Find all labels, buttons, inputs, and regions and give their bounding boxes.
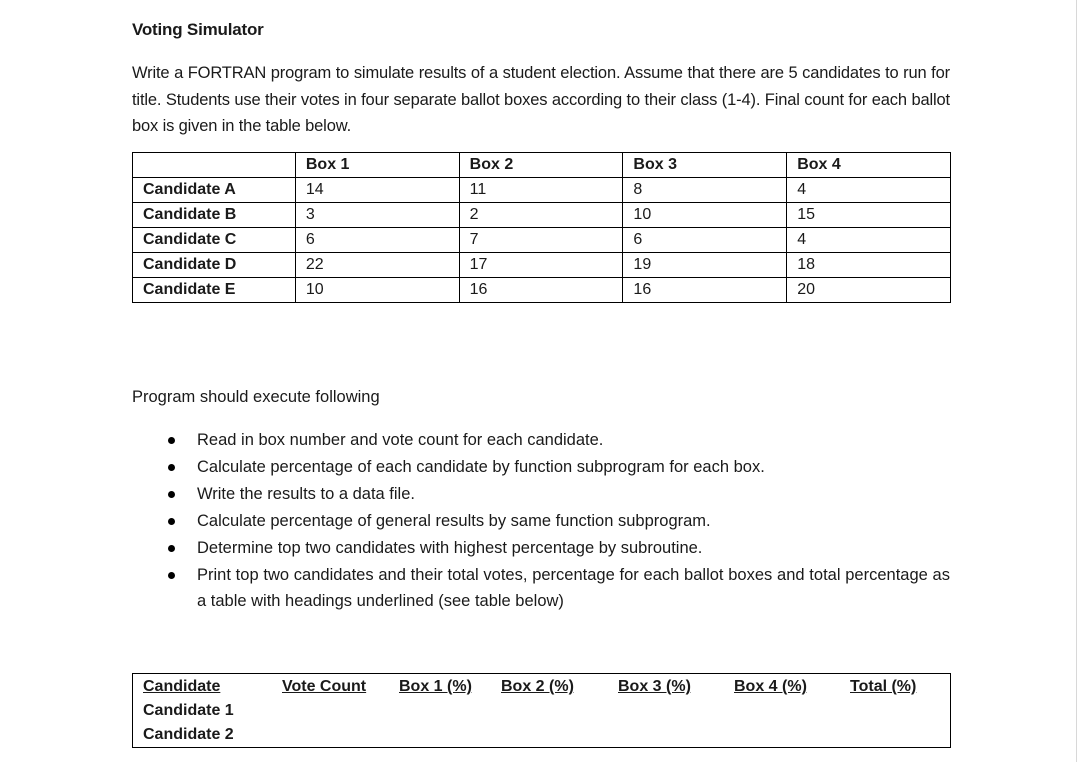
header-cell-box1: Box 1 <box>295 153 459 178</box>
result-header-box2: Box 2 (%) <box>501 678 574 695</box>
header-cell-empty <box>133 153 296 178</box>
table-cell: 11 <box>459 178 623 203</box>
table-cell: 19 <box>623 253 787 278</box>
table-cell: 14 <box>295 178 459 203</box>
table-cell: 22 <box>295 253 459 278</box>
table-cell: 10 <box>295 278 459 303</box>
header-cell-box3: Box 3 <box>623 153 787 178</box>
table-cell: 16 <box>459 278 623 303</box>
vote-count-table <box>132 152 951 303</box>
row-label: Candidate A <box>133 178 296 203</box>
table-cell: 20 <box>787 278 951 303</box>
table-cell: 3 <box>295 203 459 228</box>
result-row-candidate-2: Candidate 2 <box>143 726 234 743</box>
list-item-text: Print top two candidates and their total votes, percentage for each ballot boxes and total percentage as a table with headings underlined (see table below) <box>197 566 950 610</box>
list-item-text: Write the results to a data file. <box>197 485 415 503</box>
table-cell: 8 <box>623 178 787 203</box>
table-row <box>133 253 951 278</box>
table-row <box>133 178 951 203</box>
bullet-icon <box>168 572 175 579</box>
bullet-icon <box>168 518 175 525</box>
list-item-text: Read in box number and vote count for each candidate. <box>197 431 604 449</box>
table-cell: 4 <box>787 178 951 203</box>
result-header-box4: Box 4 (%) <box>734 678 807 695</box>
execution-heading: Program should execute following <box>132 388 380 406</box>
header-cell-box2: Box 2 <box>459 153 623 178</box>
result-header-total: Total (%) <box>850 678 917 695</box>
bullet-icon <box>168 464 175 471</box>
list-item-text: Determine top two candidates with highest percentage by subroutine. <box>197 539 703 557</box>
list-item <box>132 428 950 454</box>
row-label: Candidate E <box>133 278 296 303</box>
vote-table-header-row <box>133 153 951 178</box>
bullet-icon <box>168 545 175 552</box>
list-item <box>132 455 950 481</box>
table-cell: 18 <box>787 253 951 278</box>
intro-paragraph: Write a FORTRAN program to simulate results of a student election. Assume that there are 5 candidates to run for title. Students use their votes in four separate ballot boxes according to their class (1-4). Final count for each ballot box is given in the table below. <box>132 64 950 135</box>
list-item <box>132 536 950 562</box>
table-cell: 4 <box>787 228 951 253</box>
table-row <box>133 278 951 303</box>
result-header-box1: Box 1 (%) <box>399 678 472 695</box>
result-table <box>132 673 951 748</box>
document-title: Voting Simulator <box>132 20 264 39</box>
table-row <box>133 228 951 253</box>
row-label: Candidate B <box>133 203 296 228</box>
table-cell: 10 <box>623 203 787 228</box>
table-cell: 16 <box>623 278 787 303</box>
page-edge <box>1076 0 1077 762</box>
result-header-candidate: Candidate <box>143 678 221 695</box>
table-cell: 15 <box>787 203 951 228</box>
header-cell-box4: Box 4 <box>787 153 951 178</box>
row-label: Candidate D <box>133 253 296 278</box>
table-row <box>133 203 951 228</box>
list-item <box>132 509 950 535</box>
requirements-list <box>132 428 950 616</box>
table-cell: 17 <box>459 253 623 278</box>
table-cell: 2 <box>459 203 623 228</box>
bullet-icon <box>168 491 175 498</box>
table-cell: 6 <box>623 228 787 253</box>
result-header-box3: Box 3 (%) <box>618 678 691 695</box>
table-cell: 6 <box>295 228 459 253</box>
list-item-text: Calculate percentage of general results by same function subprogram. <box>197 512 711 530</box>
list-item <box>132 482 950 508</box>
bullet-icon <box>168 437 175 444</box>
list-item <box>132 563 950 614</box>
result-row-candidate-1: Candidate 1 <box>143 702 234 719</box>
list-item-text: Calculate percentage of each candidate by function subprogram for each box. <box>197 458 765 476</box>
table-cell: 7 <box>459 228 623 253</box>
row-label: Candidate C <box>133 228 296 253</box>
result-header-vote-count: Vote Count <box>282 678 367 695</box>
